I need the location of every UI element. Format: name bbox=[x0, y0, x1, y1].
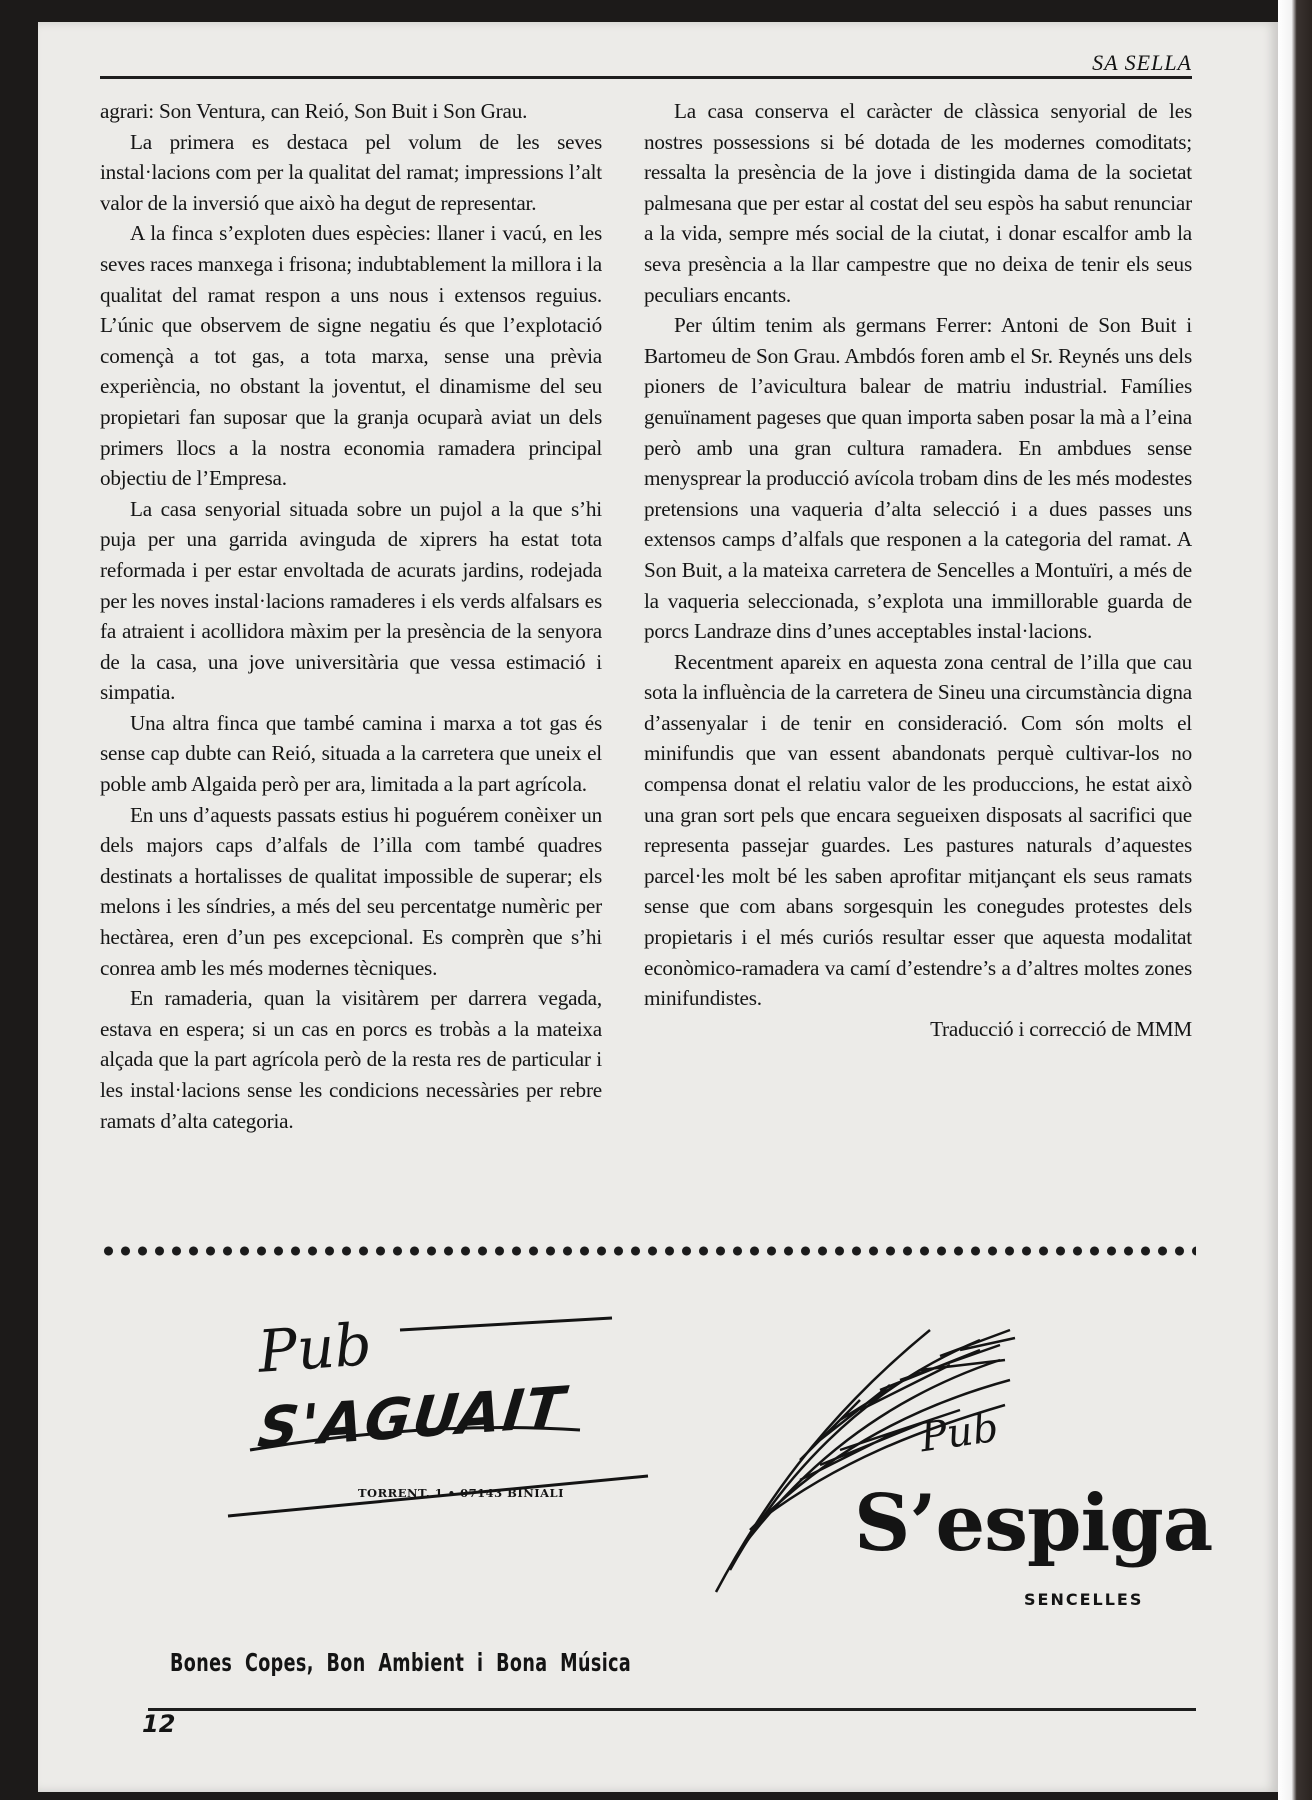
paragraph: En uns d’aquests passats estius hi poguérem conèixer un dels majors caps d’alfals de l’illa com també quadres destinats a hortalisses de qualitat impossible de superar; els melons i les síndries, a més del seu percentatge numèric per hectàrea, eren d’un pes excepcional. Es comprèn que s’hi conrea amb les més modernes tècniques. bbox=[100, 802, 602, 980]
page-number: 12 bbox=[142, 1710, 176, 1738]
article-column-left bbox=[100, 96, 602, 1136]
pub1-address: TORRENT, 1 • 07143 BINIALI bbox=[358, 1486, 565, 1500]
paragraph: La casa conserva el caràcter de clàssica senyorial de les nostres possessions si bé dotada de les modernes comoditats; ressalta la presència de la jove i distingida dama de la societat palmesana que per estar al costat del seu espòs ha sabut renunciar a la vida, sempre més social de la ciutat, i donar escalfor amb la seva presència a la llar campestre que no deixa de tenir els seus peculiars encants. bbox=[644, 99, 1192, 307]
paragraph: La casa senyorial situada sobre un pujol a la que s’hi puja per una garrida avinguda de xiprers ha estat tota reformada i per estar envoltada de acurats jardins, rodejada per les noves instal·lacions ramaderes i els verds alfalsars es fa atraient i acollidora màxim per la presència de la senyora de la casa, una jove universitària que vessa estimació i simpatia. bbox=[100, 496, 602, 705]
dotted-divider bbox=[100, 1244, 1196, 1258]
pub2-script-label: Pub bbox=[917, 1404, 1002, 1462]
paragraph: La primera es destaca pel volum de les seves instal·lacions com per la qualitat del ramat; impressions l’alt valor de la inversió que això ha degut de representar. bbox=[100, 129, 602, 215]
header-rule bbox=[100, 76, 1192, 79]
pub1-script-label: Pub bbox=[255, 1310, 374, 1386]
magazine-title: SA SELLA bbox=[1092, 50, 1192, 75]
ad-slogan: Bones Copes, Bon Ambient i Bona Música bbox=[170, 1648, 632, 1677]
pub-advertisement bbox=[100, 1270, 1213, 1710]
paragraph: En ramaderia, quan la visitàrem per darrera vegada, estava en espera; si un cas en porcs es trobàs a la mateixa alçada que la part agrícola però de la resta res de particular i les instal·lacions sense les condicions necessàries per rebre ramats d’alta categoria. bbox=[100, 986, 602, 1133]
paragraph: agrari: Son Ventura, can Reió, Son Buit i Son Grau. bbox=[100, 99, 528, 123]
pub1-name: S'AGUAIT bbox=[254, 1374, 570, 1463]
paragraph: Una altra finca que també camina i marxa a tot gas és sense cap dubte can Reió, situada a la carretera que uneix el poble amb Algaida però per ara, limitada a la part agrícola. bbox=[100, 710, 602, 797]
pub2-town: SENCELLES bbox=[1024, 1590, 1144, 1609]
paragraph: A la finca s’exploten dues espècies: llaner i vacú, en les seves races manxega i frisona; indubtablement la millora i la qualitat del ramat respon a uns nous i extensos reguius. L’únic que observem de signe negatiu és que l’explotació començà a tot gas, a tota marxa, sense una prèvia experiència, no obstant la joventut, el dinamisme del seu propietari fan suposar que la granja ocuparà aviat un dels primers llocs a la nostra economia ramadera principal objectiu de l’Empresa. bbox=[100, 221, 602, 491]
paragraph: Per últim tenim als germans Ferrer: Antoni de Son Buit i Bartomeu de Son Grau. Ambdós foren amb el Sr. Reynés uns dels pioners de l’avicultura balear de matriu industrial. Famílies genuïnament pageses que quan importa saben posar la mà a l’eina però amb una gran cultura ramadera. En ambdues sense menysprear la producció avícola trobam dins de les més modestes pretensions una vaqueria d’alta selecció i a dues passes uns extensos camps d’alfals que responen a la categoria del ramat. A Son Buit, a la mateixa carretera de Sencelles a Montuïri, a més de la vaqueria seleccionada, s’explota una immillorable guarda de porcs Landraze dins d’unes acceptables instal·lacions. bbox=[644, 313, 1192, 644]
article-credit: Traducció i correcció de MMM bbox=[930, 1016, 1192, 1041]
footer-rule bbox=[148, 1708, 1196, 1711]
pub2-name: S’espiga bbox=[854, 1478, 1213, 1569]
pub1-stroke-top bbox=[400, 1318, 612, 1330]
paragraph: Recentment apareix en aquesta zona central de l’illa que cau sota la influència de la carretera de Sineu una circumstància digna d’assenyalar i de tenir en consideració. Com són molts el minifundis que van essent abandonats perquè cultivar-los no compensa donat el relatiu valor de les produccions, he estat això una gran sort pels que encara segueixen disposats al sacrifici que representa passejar guardes. Les pastures naturals d’aquestes parcel·les molt bé les saben aprofitar mitjançant els seus ramats sense que com abans sorgesquin les conegudes protestes dels propietaris i el més curiós resultar esser que aquesta modalitat econòmico-ramadera va camí d’estendre’s a d’altres moltes zones minifundistes. bbox=[644, 649, 1192, 1011]
page-spine bbox=[1278, 0, 1312, 1800]
article-column-right bbox=[644, 96, 1192, 1044]
